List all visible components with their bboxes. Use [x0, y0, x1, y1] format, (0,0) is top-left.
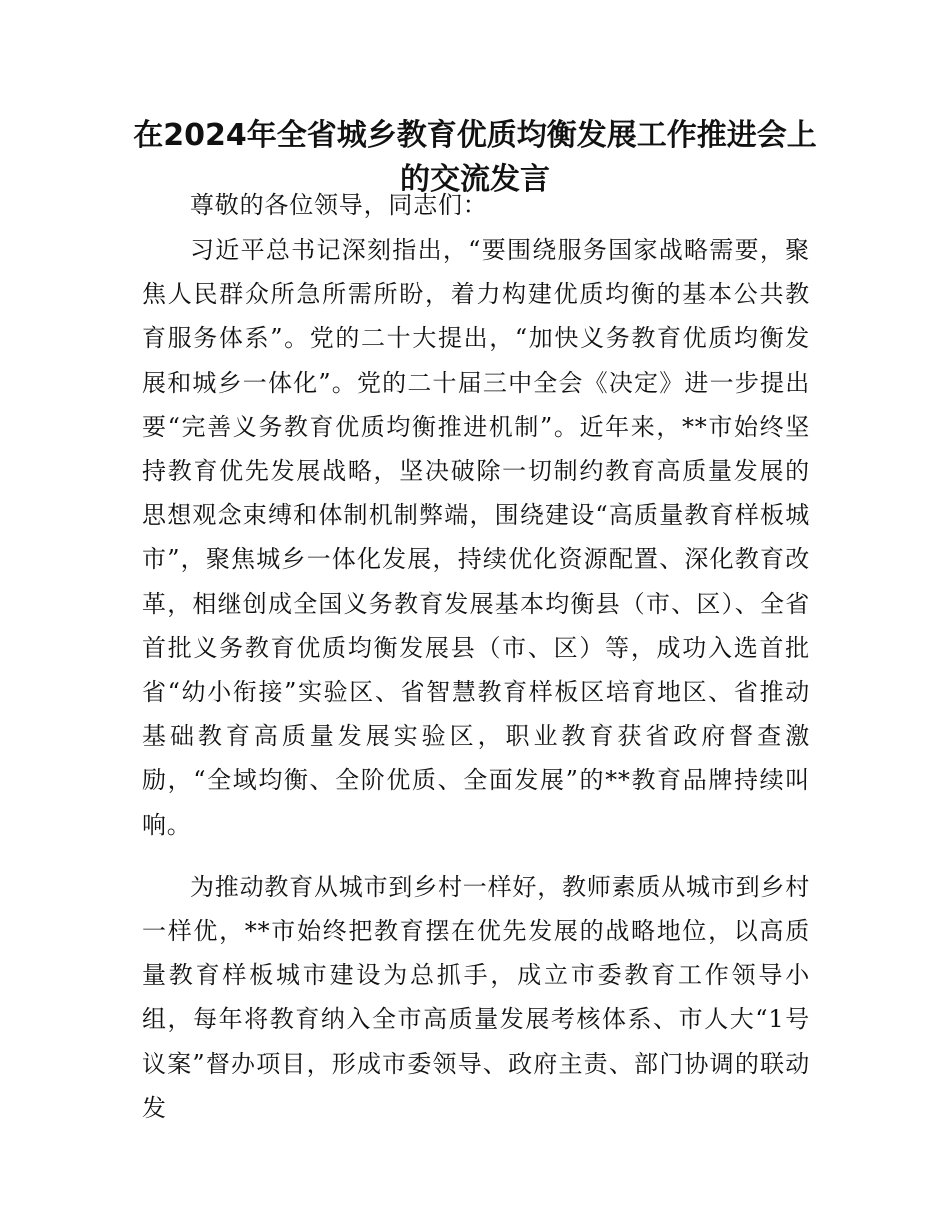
paragraph-2: 为推动教育从城市到乡村一样好，教师素质从城市到乡村一样优，**市始终把教育摆在优先发展的战略地位，以高质量教育样板城市建设为总抓手，成立市委教育工作领导小组，每年将教育纳入全市高质量发展考核体系、市人大“1号议案”督办项目，形成市委领导、政府主责、部门协调的联动发 — [142, 872, 810, 1122]
document-body — [142, 183, 810, 1130]
document-title: 在2024年全省城乡教育优质均衡发展工作推进会上的交流发言 — [133, 118, 817, 197]
salutation: 尊敬的各位领导，同志们： — [190, 191, 488, 219]
paragraph-1: 习近平总书记深刻指出，“要围绕服务国家战略需要，聚焦人民群众所急所需所盼，着力构建优质均衡的基本公共教育服务体系”。党的二十大提出，“加快义务教育优质均衡发展和城乡一体化”。党的二十届三中全会《决定》进一步提出要“完善义务教育优质均衡推进机制”。近年来，**市始终坚持教育优先发展战略，坚决破除一切制约教育高质量发展的思想观念束缚和体制机制弊端，围绕建设“高质量教育样板城市”，聚焦城乡一体化发展，持续优化资源配置、深化教育改革，相继创成全国义务教育发展基本均衡县（市、区）、全省首批义务教育优质均衡发展县（市、区）等，成功入选首批省“幼小衔接”实验区、省智慧教育样板区培育地区、省推动基础教育高质量发展实验区，职业教育获省政府督查激励，“全域均衡、全阶优质、全面发展”的**教育品牌持续叫响。 — [142, 236, 810, 839]
